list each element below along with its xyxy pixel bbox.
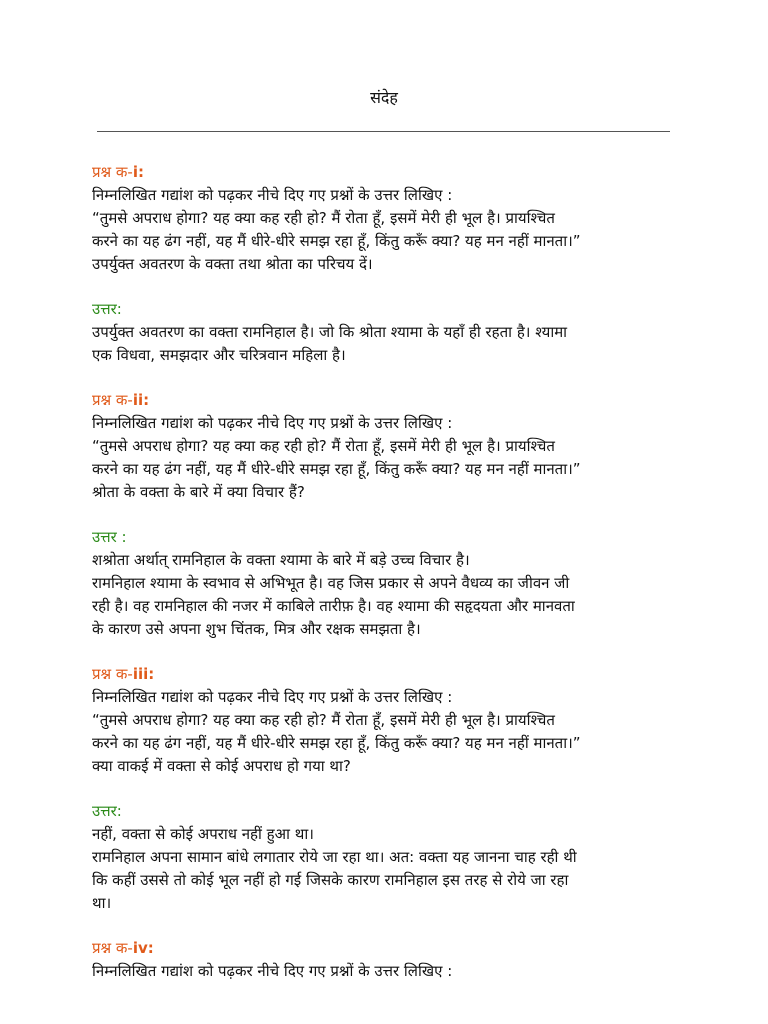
answer-line: उपर्युक्त अवतरण का वक्ता रामनिहाल है। जो कि श्रोता श्यामा के यहाँ ही रहता है। श्यामा xyxy=(92,323,568,341)
question-label xyxy=(92,663,682,686)
question-prefix: प्रश्न क- xyxy=(92,939,133,957)
question-number: i: xyxy=(132,163,144,181)
title-divider xyxy=(97,131,670,132)
question-label xyxy=(92,161,682,184)
answer-line: रामनिहाल अपना सामान बांधे लगातार रोये जा रहा था। अत: वक्ता यह जानना चाह रही थी xyxy=(92,848,577,866)
question-line: “तुमसे अपराध होगा? यह क्या कह रही हो? मैं रोता हूँ, इसमें मेरी ही भूल है। प्रायश्चित xyxy=(92,437,555,455)
question-prefix: प्रश्न क- xyxy=(92,163,133,181)
question-prefix: प्रश्न क- xyxy=(92,665,133,683)
question-line: निम्नलिखित गद्यांश को पढ़कर नीचे दिए गए प्रश्नों के उत्तर लिखिए : xyxy=(92,414,453,432)
question-block-3 xyxy=(92,663,682,778)
answer-label: उत्तर : xyxy=(92,528,127,546)
question-block-1 xyxy=(92,161,682,276)
question-label xyxy=(92,937,682,960)
answer-line: रामनिहाल श्यामा के स्वभाव से अभिभूत है। वह जिस प्रकार से अपने वैधव्य का जीवन जी xyxy=(92,574,570,592)
qa-content xyxy=(92,161,682,1005)
question-line: “तुमसे अपराध होगा? यह क्या कह रही हो? मैं रोता हूँ, इसमें मेरी ही भूल है। प्रायश्चित xyxy=(92,209,555,227)
page-title: संदेह xyxy=(370,88,398,107)
answer-line: रही है। वह रामनिहाल की नजर में काबिले तारीफ़ है। वह श्यामा की सहृदयता और मानवता xyxy=(92,597,575,615)
answer-block-3 xyxy=(92,800,682,915)
question-line: “तुमसे अपराध होगा? यह क्या कह रही हो? मैं रोता हूँ, इसमें मेरी ही भूल है। प्रायश्चित xyxy=(92,711,555,729)
question-line: निम्नलिखित गद्यांश को पढ़कर नीचे दिए गए प्रश्नों के उत्तर लिखिए : xyxy=(92,962,453,980)
question-line: क्या वाकई में वक्ता से कोई अपराध हो गया था? xyxy=(92,757,351,775)
question-line: करने का यह ढंग नहीं, यह मैं धीरे-धीरे समझ रहा हूँ, किंतु करूँ क्या? यह मन नहीं मानता।” xyxy=(92,460,581,478)
question-line: उपर्युक्त अवतरण के वक्ता तथा श्रोता का परिचय दें। xyxy=(92,255,373,273)
question-line: निम्नलिखित गद्यांश को पढ़कर नीचे दिए गए प्रश्नों के उत्तर लिखिए : xyxy=(92,186,453,204)
answer-label: उत्तर: xyxy=(92,300,122,318)
answer-block-2 xyxy=(92,526,682,641)
question-line: करने का यह ढंग नहीं, यह मैं धीरे-धीरे समझ रहा हूँ, किंतु करूँ क्या? यह मन नहीं मानता।” xyxy=(92,232,581,250)
question-label xyxy=(92,389,682,412)
answer-label: उत्तर: xyxy=(92,802,122,820)
question-number: ii: xyxy=(132,391,150,409)
question-line: करने का यह ढंग नहीं, यह मैं धीरे-धीरे समझ रहा हूँ, किंतु करूँ क्या? यह मन नहीं मानता।” xyxy=(92,734,581,752)
question-line: श्रोता के वक्ता के बारे में क्या विचार हैं? xyxy=(92,483,305,501)
question-block-2 xyxy=(92,389,682,504)
answer-line: था। xyxy=(92,894,112,912)
question-number: iii: xyxy=(132,665,155,683)
question-prefix: प्रश्न क- xyxy=(92,391,133,409)
answer-line: के कारण उसे अपना शुभ चिंतक, मित्र और रक्षक समझता है। xyxy=(92,620,421,638)
answer-line: कि कहीं उससे तो कोई भूल नहीं हो गई जिसके कारण रामनिहाल इस तरह से रोये जा रहा xyxy=(92,871,569,889)
question-line: निम्नलिखित गद्यांश को पढ़कर नीचे दिए गए प्रश्नों के उत्तर लिखिए : xyxy=(92,688,453,706)
question-block-4 xyxy=(92,937,682,983)
answer-line: एक विधवा, समझदार और चरित्रवान महिला है। xyxy=(92,346,346,364)
answer-line: शश्रोता अर्थात् रामनिहाल के वक्ता श्यामा के बारे में बड़े उच्च विचार है। xyxy=(92,551,470,569)
answer-line: नहीं, वक्ता से कोई अपराध नहीं हुआ था। xyxy=(92,825,314,843)
answer-block-1 xyxy=(92,298,682,367)
question-number: iv: xyxy=(132,939,154,957)
